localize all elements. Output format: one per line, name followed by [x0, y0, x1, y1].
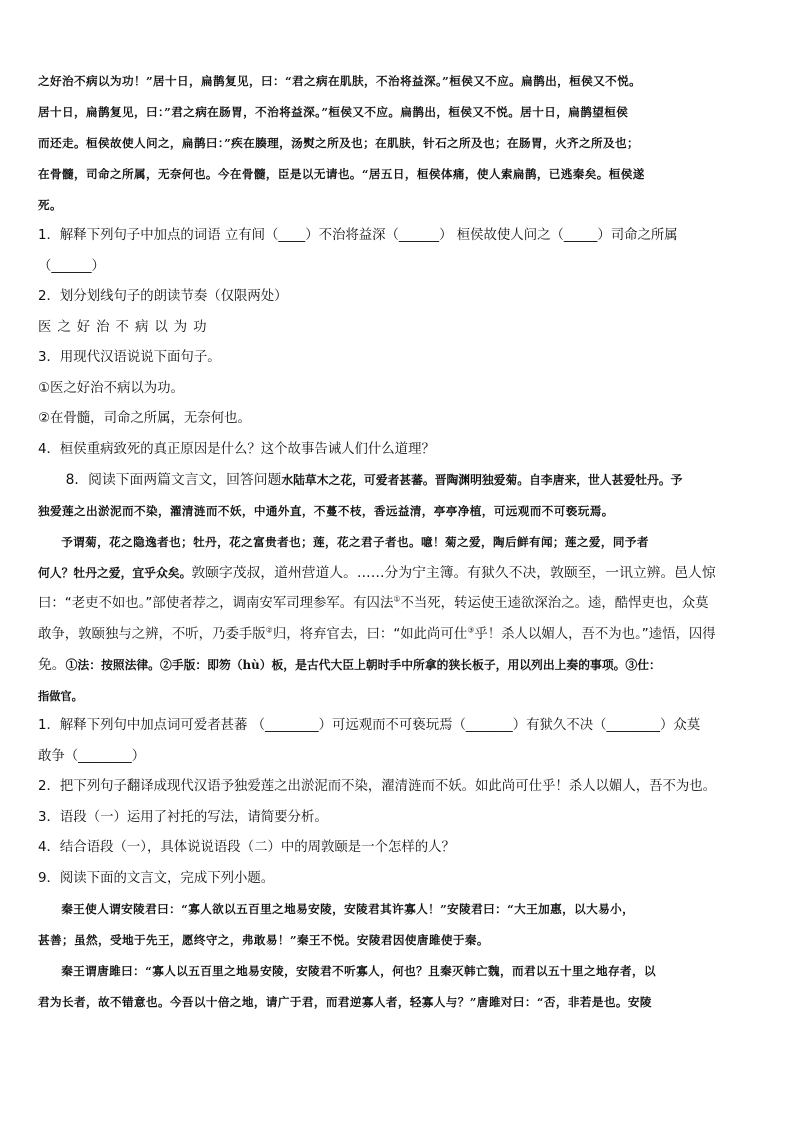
- q8-para3-line2-a: 敢争，敦颐独与之辨，不听，乃委手版: [38, 626, 266, 642]
- q7-1-cont: （______）: [38, 258, 105, 274]
- q9-para2-line1: 秦王谓唐雎曰：“寡人以五百里之地易安陵，安陵君不听寡人，何也？且秦灭韩亡魏，而君以五十里之地存者，以: [61, 964, 656, 978]
- q8-2: 2．把下列句子翻译成现代汉语予独爱莲之出淤泥而不染，濯清涟而不妖。如此尚可仕乎！杀人以媚人，吾不为也。: [38, 779, 717, 794]
- q8-intro-text: 8．阅读下面两篇文言文，回答问题: [65, 472, 282, 488]
- text-line: 居十日，扁鹊复见，曰：”君之病在肠胃，不治将益深。”桓侯又不应。扁鹊出，桓侯又不悦。居十日，扁鹊望桓侯: [38, 105, 629, 119]
- q8-para2-line2-kai: 何人？牡丹之爱，宜乎众矣。: [38, 566, 192, 580]
- q9-para2-line2: 君为长者，故不错意也。今吾以十倍之地，请广于君，而君逆寡人者，轻寡人与？”唐雎对曰：“否，非若是也。安陵: [38, 995, 652, 1009]
- q8-intro: [38, 465, 760, 496]
- q7-1: 1．解释下列句子中加点的词语 立有间（____）不治将益深（______） 桓侯故使人问之（_____）司命之所属: [38, 228, 678, 243]
- text-line: 之好治不病以为功！”居十日，扁鹊复见，曰：“君之病在肌肤，不治将益深。”桓侯又不应。扁鹊出，桓侯又不悦。: [38, 74, 642, 88]
- q8-para3-line2-c: 乎！杀人以媚人，吾不为也。”逵悟，囚得: [474, 626, 716, 642]
- text-line: 而还走。桓侯故使人问之，扁鹊曰：”疾在腠理，汤熨之所及也；在肌肤，针石之所及也；在肠胃，火齐之所及也；: [38, 136, 639, 150]
- footnote-marker: ②: [265, 625, 273, 635]
- q9-intro: 9．阅读下面的文言文，完成下列小题。: [38, 870, 275, 886]
- passage-7-tail: [38, 66, 760, 221]
- q8-notes-line1: ①法：按照法律。②手版：即笏（hù）板，是古代大臣上朝时手中所拿的狭长板子，用以列出上奏的事项。③仕：: [65, 658, 661, 672]
- q8-para3-line2-b: 归，将弃官去，曰：“如此尚可仕: [272, 626, 468, 642]
- q8-3: 3．语段（一）运用了衬托的写法，请简要分析。: [38, 809, 328, 825]
- q9-para1-line1: 秦王使人谓安陵君曰：“寡人欲以五百里之地易安陵，安陵君其许寡人！”安陵君曰：“大王加惠，以大易小，: [61, 902, 635, 916]
- q8-para3-line3: [38, 650, 760, 681]
- q7-2-sentence: 医之好治不病以为功: [38, 319, 213, 335]
- q8-para2-line2-sans: 敦颐字茂叔，道州营道人。……分为宁主簿。有狱久不决，敦颐至，一讯立辨。邑人惊: [191, 565, 716, 581]
- q8-1: 1．解释下列句中加点词可爱者甚蕃 （________）可远观而不可亵玩焉（_______）有狱久不决（________）众莫: [38, 718, 701, 733]
- document-page: [38, 66, 760, 1018]
- q8-para3-line3-a: 免。: [38, 657, 66, 673]
- question-7-block: [38, 221, 760, 465]
- text-line: 在骨髓，司命之所属，无奈何也。今在骨髓，臣是以无请也。“居五日，桓侯体痛，使人索扁鹊，已逃秦矣。桓侯遂: [38, 167, 645, 181]
- q7-3-b: ②在骨髓，司命之所属，无奈何也。: [38, 411, 251, 426]
- q7-2: 2．划分划线句子的朗读节奏（仅限两处）: [38, 289, 288, 304]
- q8-para1-line1: 水陆草木之花，可爱者甚蕃。晋陶渊明独爱菊。自李唐来，世人甚爱牡丹。予: [281, 473, 683, 487]
- q7-3-a: ①医之好治不病以为功。: [38, 380, 184, 396]
- q8-para1-line2: 独爱莲之出淤泥而不染，濯清涟而不妖，中通外直，不蔓不枝，香远益清，亭亭净植，可远观而不可亵玩焉。: [38, 504, 614, 518]
- q8-4: 4．结合语段（一），具体说说语段（二）中的周敦颐是一个怎样的人？: [38, 840, 455, 855]
- q8-para2-line2: [38, 558, 760, 589]
- q8-para3-line1: [38, 589, 760, 620]
- q8-para3-line2: [38, 620, 760, 651]
- text-line: 死。: [38, 198, 62, 212]
- q7-3: 3．用现代汉语说说下面句子。: [38, 350, 221, 365]
- q8-1-cont: 敢争（________）: [38, 748, 146, 764]
- q8-para3-line1-b: 不当死，转运使王逵欲深治之。逵，酷悍吏也，众莫: [400, 596, 709, 611]
- q8-para2-line1: 予谓菊，花之隐逸者也；牡丹，花之富贵者也；莲，花之君子者也。噫！菊之爱，陶后鲜有闻；莲之爱，同予者: [61, 535, 649, 549]
- question-8-block: [38, 465, 760, 864]
- q9-para1-line2: 甚善；虽然，受地于先王，愿终守之，弗敢易！”秦王不悦。安陵君因使唐雎使于秦。: [38, 933, 489, 947]
- q8-notes-line2: 指做官。: [38, 689, 83, 703]
- question-9-block: [38, 864, 760, 1019]
- q7-4: 4．桓侯重病致死的真正原因是什么？这个故事告诫人们什么道理？: [38, 441, 435, 457]
- q8-para3-line1-a: 曰：“老吏不如也。”部使者荐之，调南安军司理参军。有囚法: [38, 596, 394, 611]
- footnote-marker: ①: [393, 594, 401, 604]
- footnote-marker: ③: [467, 625, 475, 635]
